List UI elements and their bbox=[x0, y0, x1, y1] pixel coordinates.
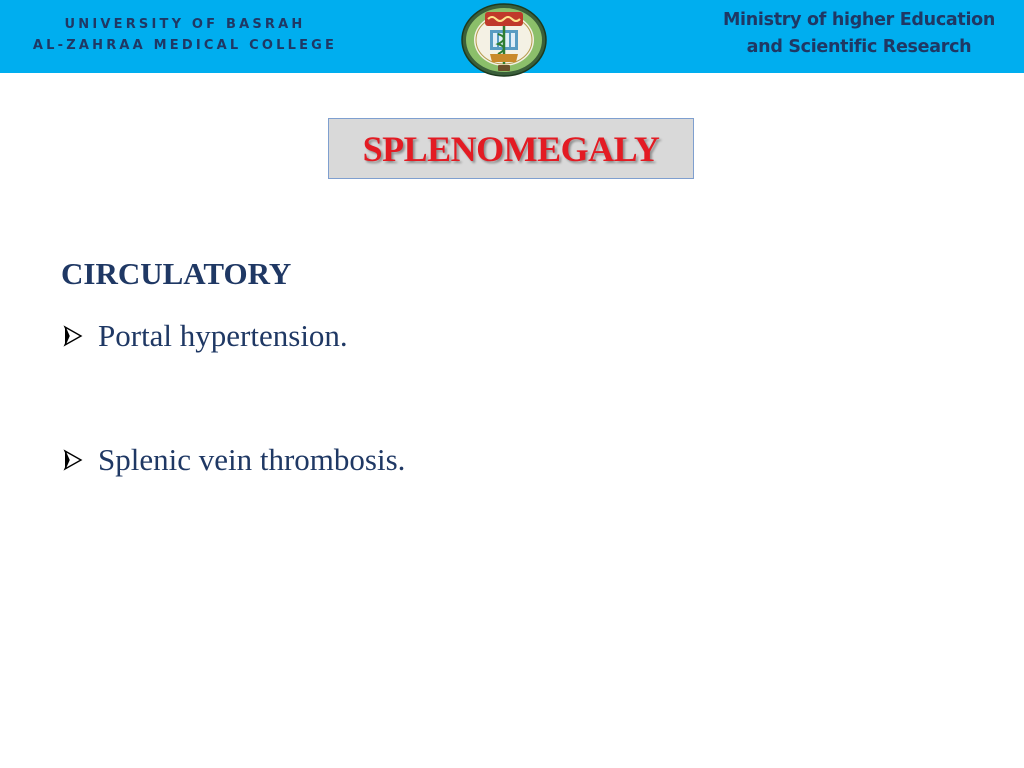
list-item-text: Portal hypertension. bbox=[98, 318, 348, 353]
college-seal-logo bbox=[460, 2, 548, 78]
ministry-line-2: and Scientific Research bbox=[746, 37, 972, 57]
section-heading: CIRCULATORY bbox=[61, 256, 292, 291]
university-line-1: UNIVERSITY OF BASRAH bbox=[64, 17, 306, 32]
list-item bbox=[62, 318, 348, 354]
university-name bbox=[0, 14, 370, 56]
arrow-bullet-icon bbox=[62, 325, 84, 347]
ministry-line-1: Ministry of higher Education bbox=[722, 10, 996, 30]
slide-title: SPLENOMEGALY bbox=[362, 128, 660, 169]
header-bar bbox=[0, 0, 1024, 73]
list-item bbox=[62, 442, 405, 478]
university-line-2: AL-ZAHRAA MEDICAL COLLEGE bbox=[32, 38, 338, 53]
slide-title-box bbox=[328, 118, 694, 179]
arrow-bullet-icon bbox=[62, 449, 84, 471]
list-item-text: Splenic vein thrombosis. bbox=[98, 442, 406, 477]
ministry-name bbox=[704, 7, 1014, 61]
